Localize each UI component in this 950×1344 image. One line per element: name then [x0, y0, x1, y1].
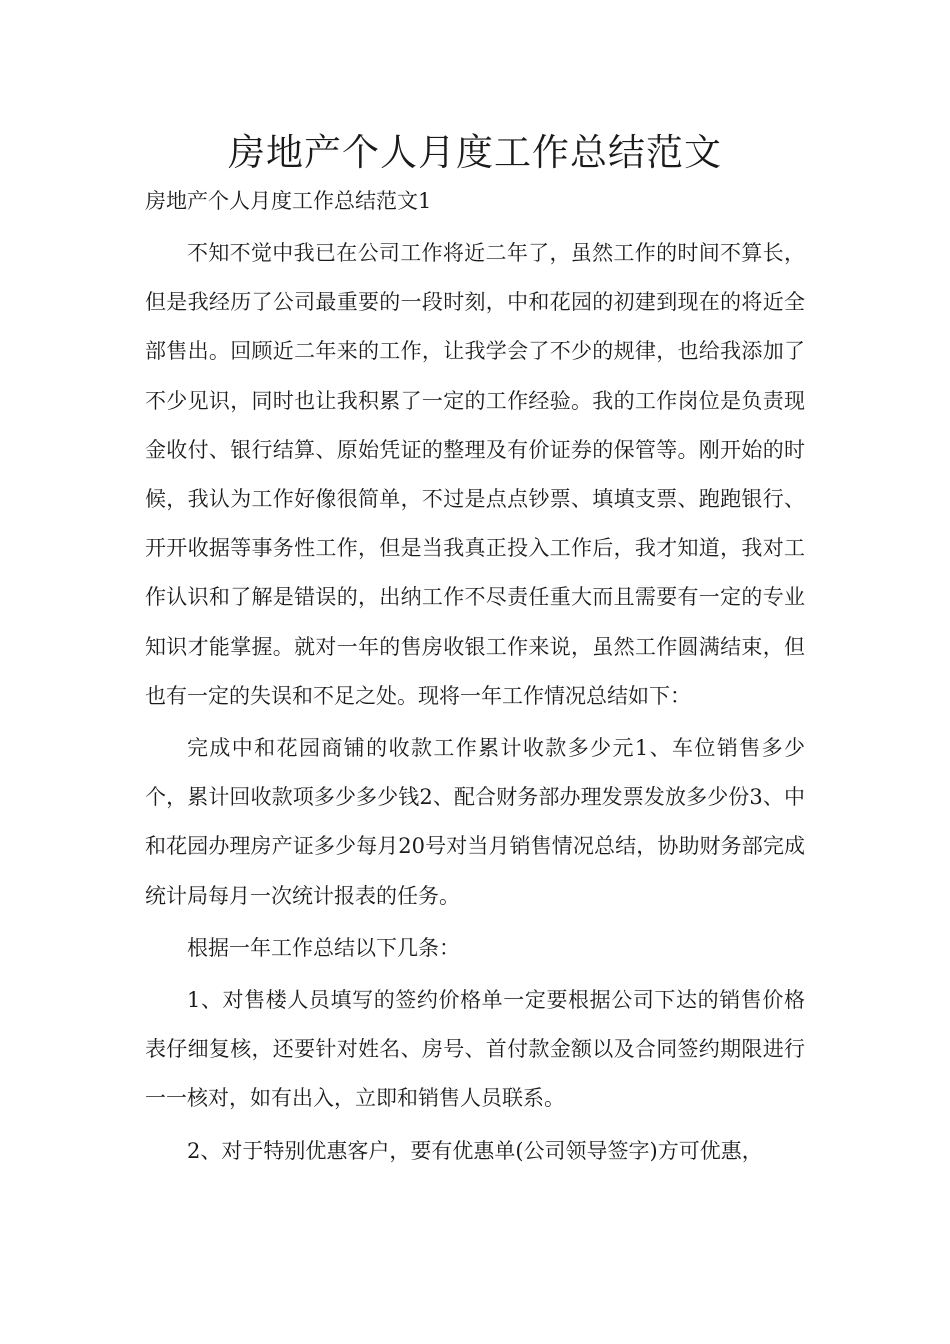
paragraph-point-1: 1、对售楼人员填写的签约价格单一定要根据公司下达的销售价格表仔细复核，还要针对姓名、房号、首付款金额以及合同签约期限进行一一核对，如有出入，立即和销售人员联系。: [145, 988, 805, 1111]
paragraph-point-2: 2、对于特别优惠客户，要有优惠单(公司领导签字)方可优惠，: [187, 1138, 763, 1163]
paragraph-accomplishments: 完成中和花园商铺的收款工作累计收款多少元1、车位销售多少个，累计回收款项多少多少钱2、配合财务部办理发票发放多少份3、中和花园办理房产证多少每月20号对当月销售情况总结，协助财务部完成统计局每月一次统计报表的任务。: [145, 736, 805, 908]
paragraph-intro: 不知不觉中我已在公司工作将近二年了，虽然工作的时间不算长，但是我经历了公司最重要的一段时刻，中和花园的初建到现在的将近全部售出。回顾近二年来的工作，让我学会了不少的规律，也给我添加了不少见识，同时也让我积累了一定的工作经验。我的工作岗位是负责现金收付、银行结算、原始凭证的整理及有价证券的保管等。刚开始的时候，我认为工作好像很简单，不过是点点钞票、填填支票、跑跑银行、开开收据等事务性工作，但是当我真正投入工作后，我才知道，我对工作认识和了解是错误的，出纳工作不尽责任重大而且需要有一定的专业知识才能掌握。就对一年的售房收银工作来说，虽然工作圆满结束，但也有一定的失误和不足之处。现将一年工作情况总结如下：: [145, 241, 805, 708]
document-subtitle: 房地产个人月度工作总结范文1: [145, 189, 432, 213]
document-body: [145, 229, 805, 1179]
paragraph-summary-lead: 根据一年工作总结以下几条：: [187, 935, 460, 960]
document-title: 房地产个人月度工作总结范文: [228, 131, 722, 174]
